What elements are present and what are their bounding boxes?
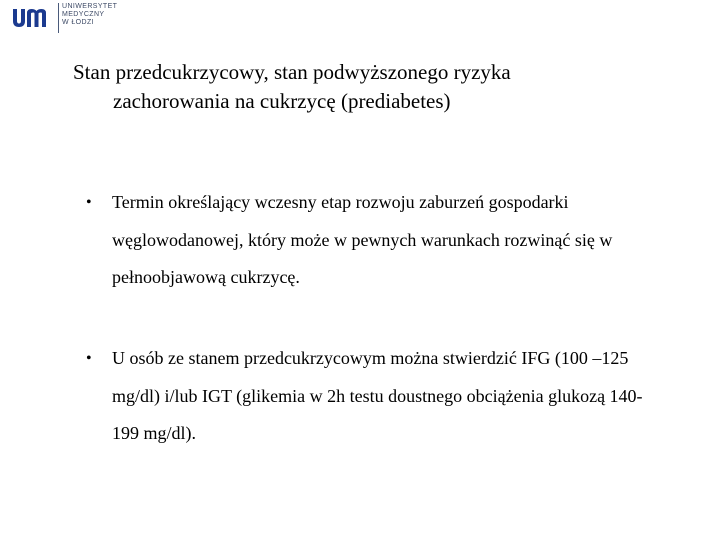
slide-title-line: Stan przedcukrzycowy, stan podwyższonego ryzyka — [73, 60, 511, 84]
bullet-line: Termin określający wczesny etap rozwoju zaburzeń gospodarki — [112, 192, 569, 212]
logo-line: W ŁODZI — [62, 19, 94, 26]
bullet-line: pełnoobjawową cukrzycę. — [112, 267, 300, 287]
logo-line: UNIWERSYTET — [62, 3, 118, 10]
bullet-item — [86, 184, 686, 297]
um-logo-icon — [10, 3, 54, 31]
university-logo — [10, 3, 117, 33]
bullet-marker: • — [86, 350, 92, 367]
slide-title-line: zachorowania na cukrzycę (prediabetes) — [113, 89, 451, 113]
bullet-line: 199 mg/dl). — [112, 423, 196, 443]
bullet-marker: • — [86, 194, 92, 211]
bullet-line: mg/dl) i/lub IGT (glikemia w 2h testu doustnego obciążenia glukozą 140- — [112, 385, 643, 406]
bullet-line: węglowodanowej, który może w pewnych warunkach rozwinąć się w — [112, 229, 613, 250]
slide-title — [73, 58, 673, 116]
bullet-item — [86, 340, 686, 453]
logo-line: MEDYCZNY — [62, 11, 105, 18]
logo-divider — [58, 3, 59, 33]
logo-wordmark — [62, 3, 117, 27]
bullet-line: U osób ze stanem przedcukrzycowym można stwierdzić IFG (100 –125 — [112, 348, 629, 368]
